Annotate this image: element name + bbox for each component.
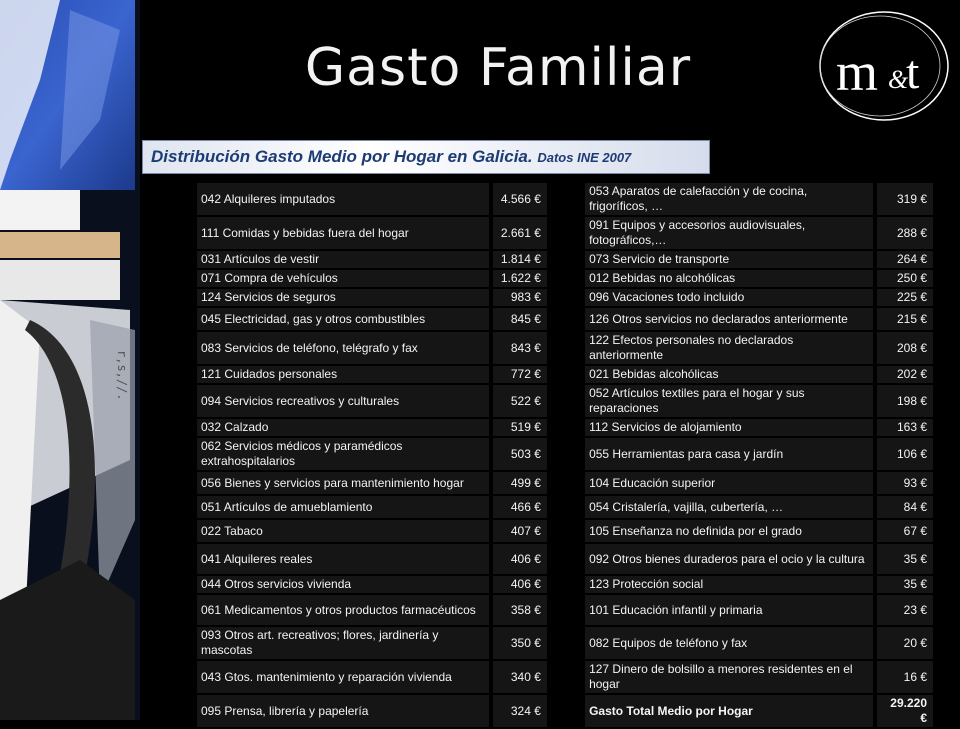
right-item-amount: 93 € bbox=[877, 472, 933, 494]
column-gap bbox=[551, 308, 581, 330]
left-item-amount: 1.814 € bbox=[493, 251, 547, 268]
left-item-amount: 350 € bbox=[493, 627, 547, 659]
table-row bbox=[197, 332, 933, 364]
left-item-amount: 340 € bbox=[493, 661, 547, 693]
column-gap bbox=[551, 419, 581, 436]
table-row bbox=[197, 472, 933, 494]
right-item-label: 082 Equipos de teléfono y fax bbox=[585, 627, 873, 659]
right-item-label: 112 Servicios de alojamiento bbox=[585, 419, 873, 436]
page-title: Gasto Familiar bbox=[304, 38, 692, 98]
left-item-amount: 522 € bbox=[493, 385, 547, 417]
left-item-amount: 503 € bbox=[493, 438, 547, 470]
table-row bbox=[197, 520, 933, 542]
left-item-amount: 358 € bbox=[493, 595, 547, 625]
left-item-amount: 519 € bbox=[493, 419, 547, 436]
decorative-art-panel bbox=[0, 0, 140, 720]
logo-letter-t: t bbox=[906, 46, 920, 99]
left-item-amount: 4.566 € bbox=[493, 183, 547, 215]
right-item-amount: 35 € bbox=[877, 544, 933, 574]
table-row bbox=[197, 183, 933, 215]
column-gap bbox=[551, 520, 581, 542]
left-item-label: 083 Servicios de teléfono, telégrafo y fax bbox=[197, 332, 489, 364]
table-row bbox=[197, 308, 933, 330]
subtitle-source: Datos INE 2007 bbox=[537, 150, 632, 165]
table-row bbox=[197, 438, 933, 470]
left-item-amount: 324 € bbox=[493, 695, 547, 727]
column-gap bbox=[551, 289, 581, 306]
right-item-label: 052 Artículos textiles para el hogar y sus reparaciones bbox=[585, 385, 873, 417]
left-item-label: 111 Comidas y bebidas fuera del hogar bbox=[197, 217, 489, 249]
right-item-amount: 20 € bbox=[877, 627, 933, 659]
left-item-label: 071 Compra de vehículos bbox=[197, 270, 489, 287]
column-gap bbox=[551, 661, 581, 693]
left-item-label: 124 Servicios de seguros bbox=[197, 289, 489, 306]
right-item-label: 123 Protección social bbox=[585, 576, 873, 593]
table-row bbox=[197, 366, 933, 383]
column-gap bbox=[551, 544, 581, 574]
left-item-amount: 2.661 € bbox=[493, 217, 547, 249]
table-row bbox=[197, 496, 933, 518]
column-gap bbox=[551, 627, 581, 659]
left-item-label: 044 Otros servicios vivienda bbox=[197, 576, 489, 593]
left-item-amount: 1.622 € bbox=[493, 270, 547, 287]
right-item-amount: 288 € bbox=[877, 217, 933, 249]
column-gap bbox=[551, 576, 581, 593]
left-item-amount: 772 € bbox=[493, 366, 547, 383]
left-item-amount: 407 € bbox=[493, 520, 547, 542]
right-item-label: 105 Enseñanza no definida por el grado bbox=[585, 520, 873, 542]
subtitle-text: Distribución Gasto Medio por Hogar en Galicia. bbox=[151, 147, 533, 166]
table-row bbox=[197, 576, 933, 593]
right-item-amount: 23 € bbox=[877, 595, 933, 625]
left-item-label: 051 Artículos de amueblamiento bbox=[197, 496, 489, 518]
left-item-label: 121 Cuidados personales bbox=[197, 366, 489, 383]
left-item-amount: 845 € bbox=[493, 308, 547, 330]
right-item-amount: 163 € bbox=[877, 419, 933, 436]
table-row bbox=[197, 627, 933, 659]
svg-text:r,s,//.: r,s,//. bbox=[115, 350, 129, 401]
table-row bbox=[197, 695, 933, 727]
right-item-amount: 264 € bbox=[877, 251, 933, 268]
right-item-label: 091 Equipos y accesorios audiovisuales, fotográficos,… bbox=[585, 217, 873, 249]
right-item-amount: 198 € bbox=[877, 385, 933, 417]
right-item-label: 053 Aparatos de calefacción y de cocina, frigoríficos, … bbox=[585, 183, 873, 215]
left-item-label: 062 Servicios médicos y paramédicos extrahospitalarios bbox=[197, 438, 489, 470]
right-item-label: 092 Otros bienes duraderos para el ocio y la cultura bbox=[585, 544, 873, 574]
left-item-label: 094 Servicios recreativos y culturales bbox=[197, 385, 489, 417]
right-item-label: 122 Efectos personales no declarados anteriormente bbox=[585, 332, 873, 364]
column-gap bbox=[551, 217, 581, 249]
column-gap bbox=[551, 183, 581, 215]
column-gap bbox=[551, 366, 581, 383]
logo-ampersand: & bbox=[888, 65, 909, 94]
column-gap bbox=[551, 695, 581, 727]
table-row bbox=[197, 251, 933, 268]
right-item-amount: 67 € bbox=[877, 520, 933, 542]
left-item-label: 045 Electricidad, gas y otros combustibles bbox=[197, 308, 489, 330]
column-gap bbox=[551, 251, 581, 268]
right-item-amount: 29.220 € bbox=[877, 695, 933, 727]
table-row bbox=[197, 385, 933, 417]
subtitle-banner bbox=[142, 140, 710, 174]
right-item-amount: 215 € bbox=[877, 308, 933, 330]
right-item-amount: 84 € bbox=[877, 496, 933, 518]
right-item-label: 127 Dinero de bolsillo a menores residentes en el hogar bbox=[585, 661, 873, 693]
column-gap bbox=[551, 496, 581, 518]
left-item-amount: 843 € bbox=[493, 332, 547, 364]
left-item-amount: 406 € bbox=[493, 544, 547, 574]
table-row bbox=[197, 661, 933, 693]
right-item-amount: 35 € bbox=[877, 576, 933, 593]
column-gap bbox=[551, 385, 581, 417]
left-item-amount: 466 € bbox=[493, 496, 547, 518]
right-item-label: 021 Bebidas alcohólicas bbox=[585, 366, 873, 383]
left-item-label: 093 Otros art. recreativos; flores, jardinería y mascotas bbox=[197, 627, 489, 659]
right-item-amount: 208 € bbox=[877, 332, 933, 364]
right-item-label: 104 Educación superior bbox=[585, 472, 873, 494]
right-item-amount: 106 € bbox=[877, 438, 933, 470]
right-item-amount: 202 € bbox=[877, 366, 933, 383]
left-item-label: 095 Prensa, librería y papelería bbox=[197, 695, 489, 727]
table-row bbox=[197, 419, 933, 436]
right-item-label: 054 Cristalería, vajilla, cubertería, … bbox=[585, 496, 873, 518]
column-gap bbox=[551, 595, 581, 625]
right-item-label: 055 Herramientas para casa y jardín bbox=[585, 438, 873, 470]
right-item-amount: 250 € bbox=[877, 270, 933, 287]
left-item-label: 042 Alquileres imputados bbox=[197, 183, 489, 215]
column-gap bbox=[551, 472, 581, 494]
right-item-label: Gasto Total Medio por Hogar bbox=[585, 695, 873, 727]
m-and-t-logo bbox=[812, 8, 952, 126]
right-item-label: 126 Otros servicios no declarados anteriormente bbox=[585, 308, 873, 330]
left-item-label: 043 Gtos. mantenimiento y reparación vivienda bbox=[197, 661, 489, 693]
left-item-label: 032 Calzado bbox=[197, 419, 489, 436]
right-item-amount: 319 € bbox=[877, 183, 933, 215]
left-item-amount: 499 € bbox=[493, 472, 547, 494]
column-gap bbox=[551, 332, 581, 364]
right-item-amount: 16 € bbox=[877, 661, 933, 693]
column-gap bbox=[551, 438, 581, 470]
left-item-label: 056 Bienes y servicios para mantenimiento hogar bbox=[197, 472, 489, 494]
left-item-label: 022 Tabaco bbox=[197, 520, 489, 542]
left-item-label: 061 Medicamentos y otros productos farmacéuticos bbox=[197, 595, 489, 625]
right-item-label: 096 Vacaciones todo incluido bbox=[585, 289, 873, 306]
table-row bbox=[197, 217, 933, 249]
right-item-label: 073 Servicio de transporte bbox=[585, 251, 873, 268]
table-row bbox=[197, 270, 933, 287]
table-row bbox=[197, 289, 933, 306]
left-item-label: 031 Artículos de vestir bbox=[197, 251, 489, 268]
expense-table bbox=[193, 181, 937, 729]
left-item-amount: 406 € bbox=[493, 576, 547, 593]
right-item-amount: 225 € bbox=[877, 289, 933, 306]
left-item-amount: 983 € bbox=[493, 289, 547, 306]
column-gap bbox=[551, 270, 581, 287]
logo-letter-m: m bbox=[836, 42, 879, 102]
table-row bbox=[197, 595, 933, 625]
left-item-label: 041 Alquileres reales bbox=[197, 544, 489, 574]
right-item-label: 012 Bebidas no alcohólicas bbox=[585, 270, 873, 287]
table-row bbox=[197, 544, 933, 574]
right-item-label: 101 Educación infantil y primaria bbox=[585, 595, 873, 625]
